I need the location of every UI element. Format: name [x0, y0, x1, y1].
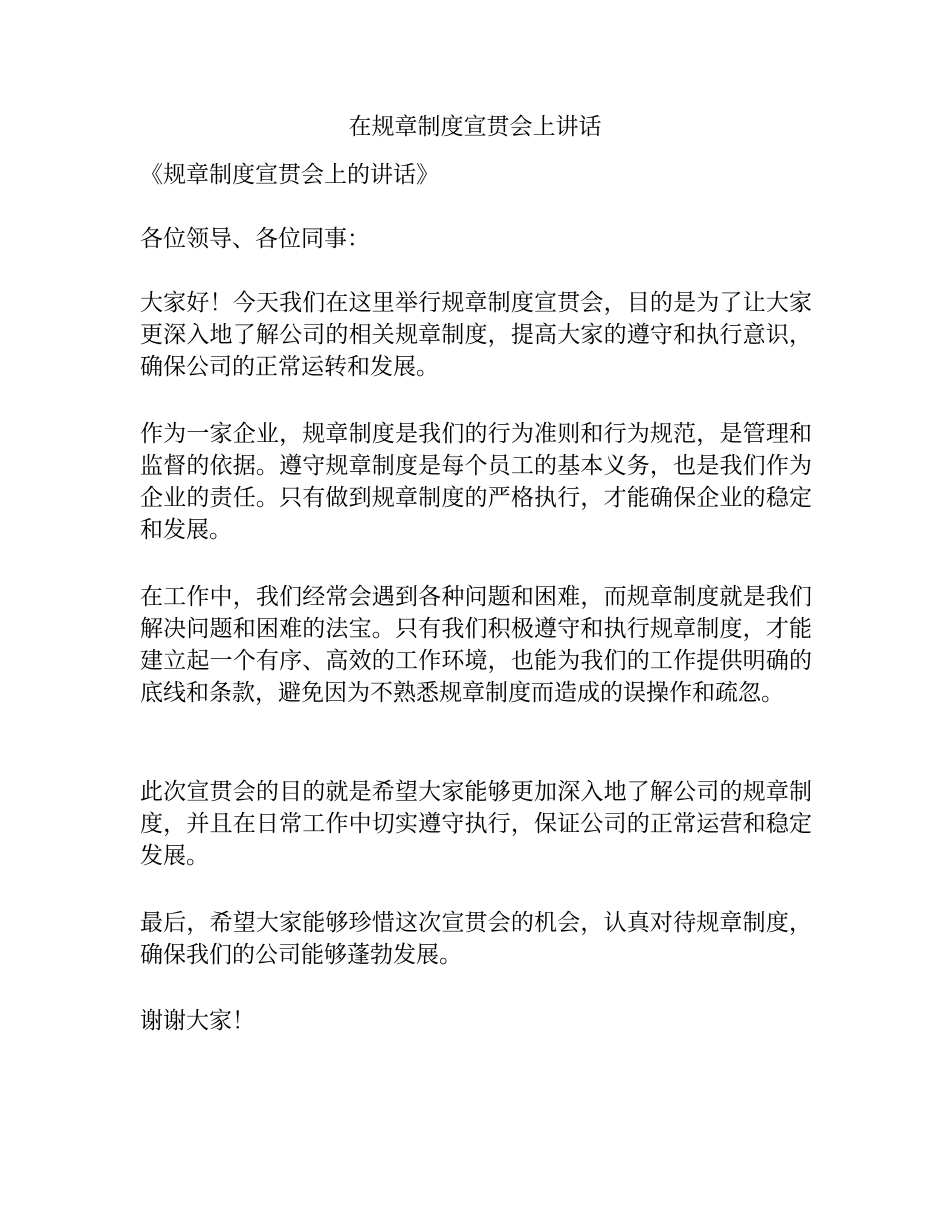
paragraph: 作为一家企业，规章制度是我们的行为准则和行为规范，是管理和监督的依据。遵守规章制度是每个员工的基本义务，也是我们作为企业的责任。只有做到规章制度的严格执行，才能确保企业的稳定和发展。 — [140, 421, 812, 543]
paragraph: 此次宣贯会的目的就是希望大家能够更加深入地了解公司的规章制度，并且在日常工作中切实遵守执行，保证公司的正常运营和稳定发展。 — [140, 779, 812, 869]
paragraph: 最后，希望大家能够珍惜这次宣贯会的机会，认真对待规章制度，确保我们的公司能够蓬勃发展。 — [140, 910, 812, 968]
closing-line: 谢谢大家！ — [140, 1008, 255, 1034]
greeting-line: 各位领导、各位同事： — [140, 226, 370, 252]
document-subtitle: 《规章制度宣贯会上的讲话》 — [140, 162, 439, 188]
document-title: 在规章制度宣贯会上讲话 — [348, 114, 602, 140]
paragraph: 在工作中，我们经常会遇到各种问题和困难，而规章制度就是我们解决问题和困难的法宝。只有我们积极遵守和执行规章制度，才能建立起一个有序、高效的工作环境，也能为我们的工作提供明确的底线和条款，避免因为不熟悉规章制度而造成的误操作和疏忽。 — [140, 584, 812, 706]
paragraph: 大家好！今天我们在这里举行规章制度宣贯会，目的是为了让大家更深入地了解公司的相关规章制度，提高大家的遵守和执行意识，确保公司的正常运转和发展。 — [140, 290, 812, 380]
